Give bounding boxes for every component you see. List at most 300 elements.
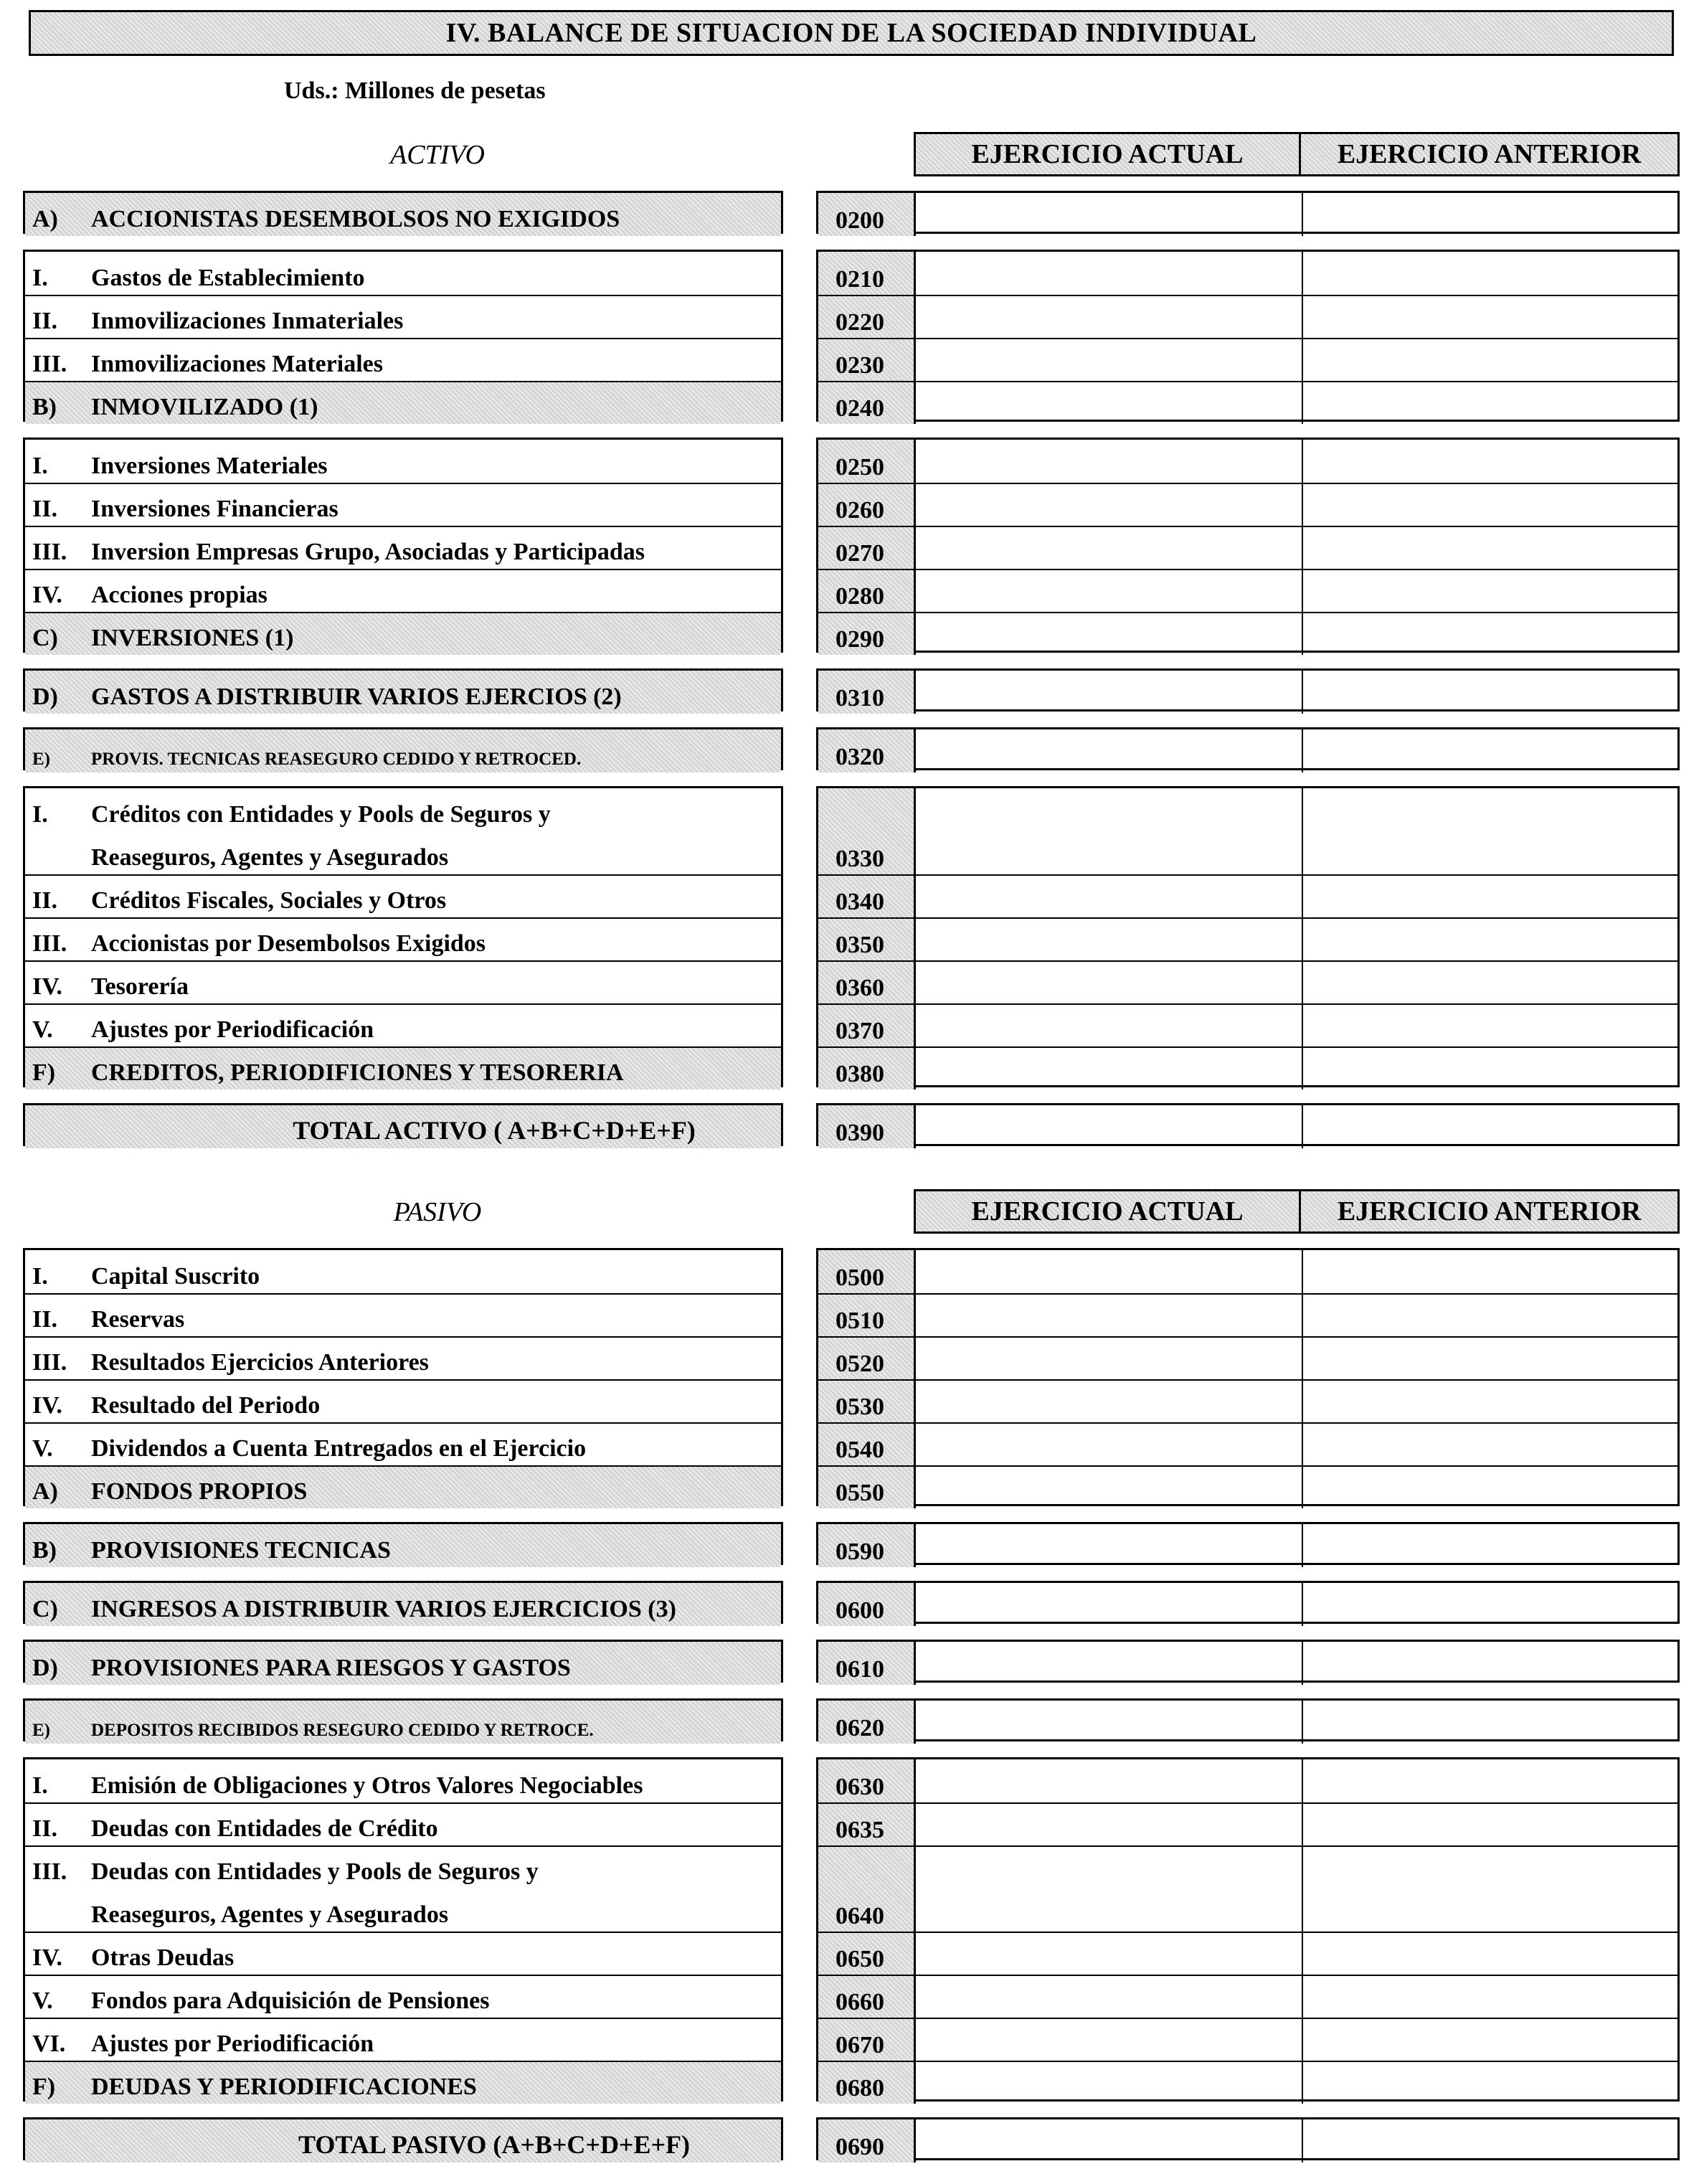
line-item-label: Deudas con Entidades y Pools de Seguros y: [91, 1858, 539, 1885]
line-item: [25, 1105, 781, 1148]
line-item-text: [25, 1115, 777, 1145]
pasivo-label-group: [23, 1248, 783, 1506]
current-year-cell[interactable]: [916, 1583, 1303, 1626]
line-code-text: 0660: [836, 1989, 884, 2015]
line-item: [25, 1642, 781, 1685]
line-item-number: II.: [32, 887, 57, 914]
activo-value-group: [816, 668, 1680, 712]
value-row: [818, 1105, 1677, 1148]
line-code: [818, 1524, 916, 1567]
line-item-number: III.: [32, 930, 67, 957]
current-year-cell[interactable]: [916, 1759, 1303, 1802]
line-item: [25, 1250, 781, 1293]
line-code-text: 0390: [836, 1120, 884, 1146]
line-item: [25, 960, 781, 1003]
previous-year-cell[interactable]: [1303, 1583, 1677, 1626]
line-item: [25, 381, 781, 424]
line-code: [818, 252, 916, 295]
line-item-label: Inversiones Materiales: [91, 453, 328, 479]
value-row: [818, 1932, 1677, 1975]
line-item-number: III.: [32, 539, 67, 565]
value-row: [818, 193, 1677, 236]
line-item-label: INMOVILIZADO (1): [91, 394, 318, 420]
current-year-cell[interactable]: [916, 1424, 1303, 1465]
previous-year-cell[interactable]: [1303, 1467, 1677, 1508]
line-item-number: D): [32, 684, 58, 710]
line-item-text: [32, 1059, 777, 1087]
line-item-number: I.: [32, 453, 48, 479]
line-item: [25, 917, 781, 960]
line-item-label: Gastos de Establecimiento: [91, 265, 365, 291]
current-year-cell[interactable]: [916, 1338, 1303, 1379]
previous-year-cell[interactable]: [1303, 1005, 1677, 1046]
pasivo-value-group: [816, 1757, 1680, 2102]
line-item-number: III.: [32, 351, 67, 377]
line-item-label: Reaseguros, Agentes y Asegurados: [91, 1901, 449, 1928]
line-code: [818, 2019, 916, 2061]
line-code: [818, 1424, 916, 1465]
line-item: [25, 2018, 781, 2061]
line-code: [818, 570, 916, 612]
current-year-cell[interactable]: [916, 1105, 1303, 1148]
previous-year-cell[interactable]: [1303, 382, 1677, 424]
line-code-text: 0280: [836, 583, 884, 610]
line-code-text: 0250: [836, 454, 884, 481]
previous-year-cell[interactable]: [1303, 1933, 1677, 1975]
line-item-text: [32, 496, 777, 523]
previous-year-cell[interactable]: [1303, 919, 1677, 960]
line-code-text: 0630: [836, 1774, 884, 1800]
line-item-text: [32, 625, 777, 652]
current-year-cell[interactable]: [916, 2019, 1303, 2061]
line-item-text: [32, 1263, 777, 1290]
activo-label-group: [23, 250, 783, 422]
current-year-cell[interactable]: [916, 1381, 1303, 1422]
current-year-cell[interactable]: [916, 570, 1303, 612]
line-code: [818, 1005, 916, 1046]
activo-label-group: [23, 191, 783, 234]
line-item-number: F): [32, 2074, 56, 2100]
previous-year-cell[interactable]: [1303, 2062, 1677, 2104]
line-item-label: Inversiones Financieras: [91, 496, 339, 522]
previous-year-cell[interactable]: [1303, 1048, 1677, 1089]
line-code: [818, 788, 916, 874]
line-item-text: [32, 1987, 777, 2015]
line-code-text: 0540: [836, 1437, 884, 1463]
line-code: [818, 440, 916, 483]
current-year-cell[interactable]: [916, 876, 1303, 917]
line-code-text: 0240: [836, 395, 884, 422]
activo-value-group: [816, 438, 1680, 653]
value-row: [818, 1293, 1677, 1336]
line-code: [818, 339, 916, 381]
line-item-number: B): [32, 394, 57, 420]
current-year-cell[interactable]: [916, 252, 1303, 295]
line-code-text: 0270: [836, 540, 884, 567]
previous-year-cell[interactable]: [1303, 2019, 1677, 2061]
line-item-label: Inmovilizaciones Inmateriales: [91, 308, 404, 334]
line-item-text: [32, 1478, 777, 1505]
value-row: [818, 338, 1677, 381]
line-item: [25, 1583, 781, 1626]
line-item-number: I.: [32, 1263, 48, 1290]
line-item-label: Reaseguros, Agentes y Asegurados: [91, 844, 449, 871]
line-code-text: 0340: [836, 889, 884, 915]
line-item-number: A): [32, 1478, 58, 1505]
current-year-cell[interactable]: [916, 1048, 1303, 1089]
pasivo-value-group: [816, 1248, 1680, 1506]
current-year-cell[interactable]: [916, 1295, 1303, 1336]
line-code: [818, 1583, 916, 1626]
previous-year-cell[interactable]: [1303, 788, 1677, 874]
current-year-cell[interactable]: [916, 919, 1303, 960]
value-row: [818, 483, 1677, 526]
previous-year-cell[interactable]: [1303, 1524, 1677, 1567]
line-item: [25, 1932, 781, 1975]
activo-value-group: [816, 727, 1680, 770]
line-item-text: [32, 684, 777, 711]
line-item-label: ACCIONISTAS DESEMBOLSOS NO EXIGIDOS: [91, 206, 620, 232]
line-item-number: IV.: [32, 973, 62, 1000]
line-code: [818, 1847, 916, 1932]
current-year-cell[interactable]: [916, 339, 1303, 381]
value-row: [818, 2119, 1677, 2162]
pasivo-label-group: [23, 1581, 783, 1624]
value-row: [818, 1845, 1677, 1932]
previous-year-cell[interactable]: [1303, 1105, 1677, 1148]
value-row: [818, 569, 1677, 612]
line-code: [818, 1804, 916, 1845]
line-item: [25, 1975, 781, 2018]
current-year-cell[interactable]: [916, 2119, 1303, 2162]
line-code-text: 0640: [836, 1903, 884, 1929]
value-row: [818, 960, 1677, 1003]
current-year-cell[interactable]: [916, 1933, 1303, 1975]
line-item-text: [32, 2031, 777, 2058]
line-item-text: [32, 1435, 777, 1462]
line-item: [25, 1759, 781, 1802]
line-item-label: Otras Deudas: [91, 1944, 235, 1971]
line-item: [25, 526, 781, 569]
line-code-text: 0620: [836, 1715, 884, 1741]
line-item-label: DEPOSITOS RECIBIDOS RESEGURO CEDIDO Y RETROCE.: [91, 1721, 594, 1740]
line-item-text: [32, 801, 777, 828]
line-code-text: 0650: [836, 1946, 884, 1972]
line-code: [818, 962, 916, 1003]
line-item: [25, 2061, 781, 2104]
line-item-label: PROVIS. TECNICAS REASEGURO CEDIDO Y RETROCED.: [91, 750, 582, 769]
line-item-number: I.: [32, 1772, 48, 1799]
previous-year-cell[interactable]: [1303, 1804, 1677, 1845]
current-year-cell[interactable]: [916, 193, 1303, 236]
current-year-cell[interactable]: [916, 1701, 1303, 1744]
line-item: [25, 295, 781, 338]
line-item-label: Tesorería: [91, 973, 189, 1000]
value-row: [818, 526, 1677, 569]
line-item-label: FONDOS PROPIOS: [91, 1478, 308, 1505]
previous-year-cell[interactable]: [1303, 1759, 1677, 1802]
current-year-cell[interactable]: [916, 1250, 1303, 1293]
line-item-text: [32, 265, 777, 292]
line-item-label: TOTAL PASIVO (A+B+C+D+E+F): [298, 2130, 690, 2159]
line-code: [818, 1338, 916, 1379]
line-item: [25, 1465, 781, 1508]
previous-year-cell[interactable]: [1303, 440, 1677, 483]
activo-label-group: [23, 438, 783, 653]
value-row: [818, 1701, 1677, 1744]
line-code: [818, 296, 916, 338]
current-year-cell[interactable]: [916, 527, 1303, 569]
previous-year-cell[interactable]: [1303, 729, 1677, 772]
line-code-text: 0330: [836, 846, 884, 872]
line-item-text: [32, 1537, 777, 1564]
line-code-text: 0530: [836, 1394, 884, 1420]
line-item-label: Acciones propias: [91, 582, 268, 608]
previous-year-cell[interactable]: [1303, 1250, 1677, 1293]
pasivo-heading: PASIVO: [393, 1197, 482, 1227]
current-year-cell[interactable]: [916, 1524, 1303, 1567]
line-code: [818, 919, 916, 960]
line-item-number: IV.: [32, 1392, 62, 1419]
current-year-cell[interactable]: [916, 962, 1303, 1003]
line-item-text: [32, 2074, 777, 2101]
activo-value-group: [816, 786, 1680, 1087]
previous-year-cell[interactable]: [1303, 613, 1677, 655]
line-item-text: [32, 1392, 777, 1419]
line-item-text: [32, 1306, 777, 1333]
line-item-label: Capital Suscrito: [91, 1263, 260, 1290]
line-code-text: 0230: [836, 352, 884, 379]
activo-label-group: [23, 786, 783, 1087]
line-item: [25, 1422, 781, 1465]
line-item-label: INGRESOS A DISTRIBUIR VARIOS EJERCICIOS (3): [91, 1596, 676, 1622]
previous-year-cell[interactable]: [1303, 1295, 1677, 1336]
line-item: [25, 193, 781, 236]
line-item-text: [32, 539, 777, 566]
current-year-cell[interactable]: [916, 613, 1303, 655]
pasivo-value-group: [816, 1698, 1680, 1741]
previous-year-cell[interactable]: [1303, 962, 1677, 1003]
line-code-text: 0210: [836, 266, 884, 293]
previous-year-cell[interactable]: [1303, 193, 1677, 236]
line-item-number: II.: [32, 496, 57, 522]
line-code-text: 0590: [836, 1538, 884, 1565]
previous-year-cell[interactable]: [1303, 570, 1677, 612]
previous-year-cell[interactable]: [1303, 2119, 1677, 2162]
value-row: [818, 381, 1677, 424]
previous-year-cell[interactable]: [1303, 671, 1677, 714]
current-year-cell[interactable]: [916, 729, 1303, 772]
previous-year-cell[interactable]: [1303, 527, 1677, 569]
line-code: [818, 1701, 916, 1744]
line-item-text: [32, 1772, 777, 1800]
line-code-text: 0320: [836, 744, 884, 770]
previous-year-cell[interactable]: [1303, 876, 1677, 917]
line-item-text: [32, 308, 777, 335]
line-item: [25, 612, 781, 655]
line-code-text: 0550: [836, 1480, 884, 1506]
current-year-cell[interactable]: [916, 1005, 1303, 1046]
line-item-number: D): [32, 1655, 58, 1681]
line-code: [818, 484, 916, 526]
line-code-text: 0290: [836, 626, 884, 653]
current-year-cell[interactable]: [916, 1847, 1303, 1932]
line-code: [818, 729, 916, 772]
line-item-label: Créditos Fiscales, Sociales y Otros: [91, 887, 447, 914]
line-item: [25, 1293, 781, 1336]
current-year-cell[interactable]: [916, 382, 1303, 424]
line-code: [818, 1976, 916, 2018]
line-item-label: DEUDAS Y PERIODIFICACIONES: [91, 2074, 477, 2100]
line-item-number: II.: [32, 1306, 57, 1333]
previous-year-cell[interactable]: [1303, 1381, 1677, 1422]
current-year-cell[interactable]: [916, 1467, 1303, 1508]
line-item-number: E): [32, 750, 50, 769]
pasivo-value-group: [816, 1522, 1680, 1565]
current-year-cell[interactable]: [916, 484, 1303, 526]
line-code-text: 0690: [836, 2134, 884, 2160]
line-item: [25, 671, 781, 714]
previous-year-cell[interactable]: [1303, 1338, 1677, 1379]
value-row: [818, 1003, 1677, 1046]
line-item-label: Resultado del Periodo: [91, 1392, 321, 1419]
line-item-text: [32, 1596, 777, 1623]
pasivo-value-group: [816, 2117, 1680, 2160]
line-item-text: [32, 1858, 777, 1886]
line-code: [818, 1933, 916, 1975]
line-item: [25, 1701, 781, 1744]
value-row: [818, 252, 1677, 295]
value-row: [818, 2061, 1677, 2104]
line-code-text: 0500: [836, 1264, 884, 1291]
previous-year-cell[interactable]: [1303, 1642, 1677, 1685]
current-year-cell[interactable]: [916, 671, 1303, 714]
line-item-number: F): [32, 1059, 56, 1086]
previous-year-cell[interactable]: [1303, 484, 1677, 526]
line-item-number: B): [32, 1537, 57, 1564]
current-year-cell[interactable]: [916, 296, 1303, 338]
current-year-cell[interactable]: [916, 1642, 1303, 1685]
line-code: [818, 2119, 916, 2162]
line-item-text: [32, 973, 777, 1001]
line-code-text: 0635: [836, 1817, 884, 1843]
line-item-label: PROVISIONES PARA RIESGOS Y GASTOS: [91, 1655, 571, 1681]
line-code-text: 0200: [836, 207, 884, 234]
value-row: [818, 1250, 1677, 1293]
units-label: Uds.: Millones de pesetas: [284, 77, 546, 104]
line-item-number: C): [32, 1596, 58, 1622]
line-item-label: Créditos con Entidades y Pools de Seguros y: [91, 801, 551, 828]
line-item: [25, 1845, 781, 1932]
line-code: [818, 1467, 916, 1508]
line-code: [818, 1048, 916, 1089]
line-item-text: [32, 1944, 777, 1972]
line-item: [25, 338, 781, 381]
current-year-cell[interactable]: [916, 1804, 1303, 1845]
line-item-label: Reservas: [91, 1306, 185, 1333]
line-item: [25, 874, 781, 917]
line-item-text: [32, 1655, 777, 1682]
previous-year-cell[interactable]: [1303, 339, 1677, 381]
line-code-text: 0260: [836, 497, 884, 524]
line-code-text: 0680: [836, 2075, 884, 2102]
line-item-label: CREDITOS, PERIODIFICIONES Y TESORERIA: [91, 1059, 624, 1086]
line-item-number: II.: [32, 1815, 57, 1842]
value-row: [818, 1524, 1677, 1567]
line-item-label: TOTAL ACTIVO ( A+B+C+D+E+F): [293, 1116, 696, 1145]
activo-label-group: [23, 1103, 783, 1146]
line-item: [25, 1336, 781, 1379]
line-code-text: 0670: [836, 2032, 884, 2058]
line-item-label: Resultados Ejercicios Anteriores: [91, 1349, 429, 1376]
line-item-text: [25, 2129, 777, 2160]
line-item-number: V.: [32, 1987, 53, 2014]
line-code: [818, 527, 916, 569]
current-year-cell[interactable]: [916, 1976, 1303, 2018]
line-item-text: [32, 1901, 777, 1929]
line-item-label: PROVISIONES TECNICAS: [91, 1537, 391, 1564]
line-code-text: 0220: [836, 309, 884, 336]
previous-year-cell[interactable]: [1303, 1424, 1677, 1465]
line-item-label: INVERSIONES (1): [91, 625, 294, 651]
line-item: [25, 1379, 781, 1422]
line-item-number: VI.: [32, 2031, 66, 2057]
value-row: [818, 1583, 1677, 1626]
current-year-cell[interactable]: [916, 2062, 1303, 2104]
value-row: [818, 612, 1677, 655]
line-item-number: IV.: [32, 1944, 62, 1971]
line-item-text: [32, 582, 777, 609]
line-item-number: V.: [32, 1435, 53, 1462]
pasivo-value-group: [816, 1581, 1680, 1624]
pasivo-label-group: [23, 2117, 783, 2160]
line-item-text: [32, 453, 777, 480]
activo-label-group: [23, 727, 783, 770]
activo-value-group: [816, 250, 1680, 422]
line-code: [818, 671, 916, 714]
previous-year-cell[interactable]: [1303, 252, 1677, 295]
line-code-text: 0370: [836, 1018, 884, 1044]
previous-year-cell[interactable]: [1303, 1847, 1677, 1932]
previous-year-cell[interactable]: [1303, 1701, 1677, 1744]
activo-label-group: [23, 668, 783, 712]
current-year-cell[interactable]: [916, 440, 1303, 483]
line-code-text: 0360: [836, 975, 884, 1001]
line-item-number: C): [32, 625, 58, 651]
pasivo-label-group: [23, 1757, 783, 2102]
value-row: [818, 1642, 1677, 1685]
line-code: [818, 382, 916, 424]
line-code: [818, 1642, 916, 1685]
line-item-text: [32, 1349, 777, 1376]
line-code: [818, 193, 916, 236]
pasivo-label-group: [23, 1698, 783, 1741]
previous-year-cell[interactable]: [1303, 296, 1677, 338]
line-item: [25, 1524, 781, 1567]
line-item-number: I.: [32, 801, 48, 828]
line-item: [25, 1046, 781, 1089]
previous-year-cell[interactable]: [1303, 1976, 1677, 2018]
value-row: [818, 1465, 1677, 1508]
value-row: [818, 1802, 1677, 1845]
page-title: IV. BALANCE DE SITUACION DE LA SOCIEDAD INDIVIDUAL: [29, 10, 1674, 56]
line-item: [25, 440, 781, 483]
line-item-label: GASTOS A DISTRIBUIR VARIOS EJERCIOS (2): [91, 684, 622, 710]
current-year-cell[interactable]: [916, 788, 1303, 874]
activo-heading: ACTIVO: [390, 140, 485, 170]
line-item-number: V.: [32, 1016, 53, 1043]
value-row: [818, 1975, 1677, 2018]
